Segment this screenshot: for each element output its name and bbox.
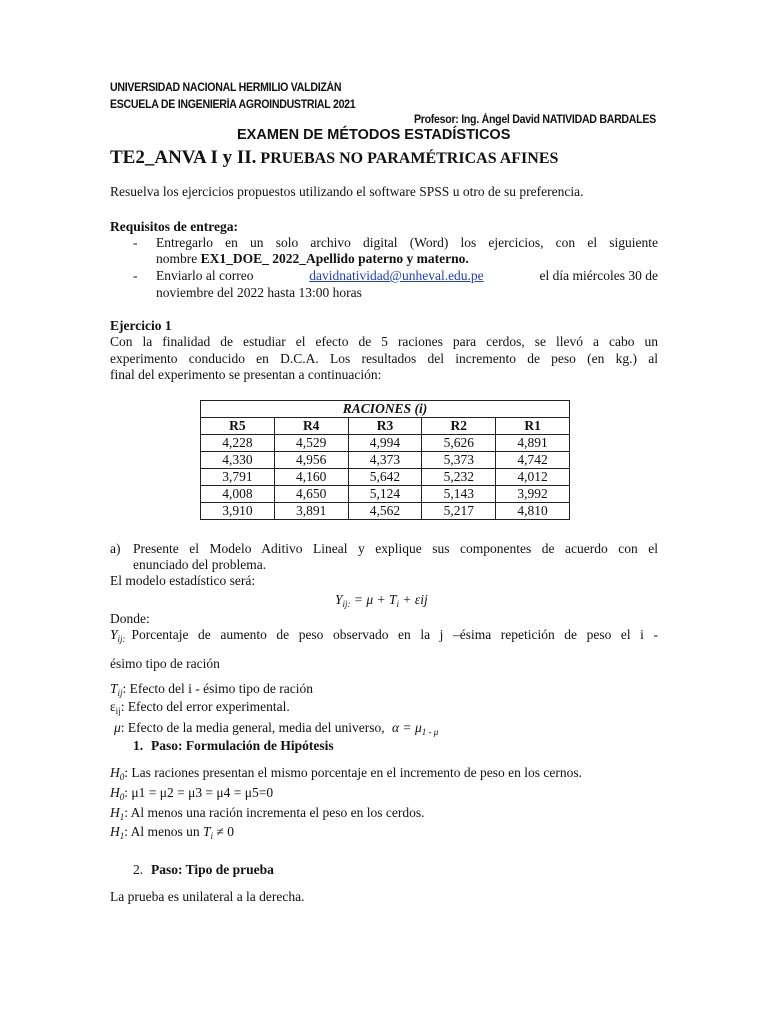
- table-cell: 3,992: [496, 486, 570, 503]
- table-cell: 3,791: [201, 469, 275, 486]
- t-subscript: i: [210, 831, 214, 841]
- hypothesis-h1-text: [110, 805, 425, 822]
- requirement-2-line1: [156, 268, 658, 284]
- epsilon-symbol: ε: [110, 699, 116, 714]
- requirement-2-line2: noviembre del 2022 hasta 13:00 horas: [156, 285, 362, 300]
- subtitle-topic: PRUEBAS NO PARAMÉTRICAS AFINES: [256, 150, 559, 167]
- requirement-1-line1: Entregarlo en un solo archivo digital (Word) los ejercicios, con el siguiente: [156, 235, 658, 250]
- table-cell: 4,160: [274, 469, 348, 486]
- y-subscript: ij:: [117, 634, 126, 644]
- definition-y-text-cont: ésimo tipo de ración: [110, 656, 220, 671]
- table-cell: 4,012: [496, 469, 570, 486]
- university-name: UNIVERSIDAD NACIONAL HERMILIO VALDIZÁN: [110, 82, 342, 94]
- table-row: [201, 435, 570, 452]
- table-row: [201, 486, 570, 503]
- table-cell: 5,373: [422, 452, 496, 469]
- email-link[interactable]: davidnatividad@unheval.edu.pe: [309, 268, 484, 283]
- table-cell: 4,330: [201, 452, 275, 469]
- epsilon-subscript: ij: [115, 706, 121, 716]
- exam-title: EXAMEN DE MÉTODOS ESTADÍSTICOS: [237, 127, 511, 143]
- table-row: [201, 469, 570, 486]
- hypothesis-h0-math: [110, 785, 273, 802]
- table-cell: 4,810: [496, 503, 570, 520]
- definition-t-text: : Efecto del i - ésimo tipo de ración: [122, 681, 313, 696]
- equation-middle: = μ + T: [350, 592, 397, 607]
- table-cell: 5,626: [422, 435, 496, 452]
- table-cell: 3,910: [201, 503, 275, 520]
- hypothesis-h0-text: [110, 765, 582, 782]
- definition-t: [110, 681, 313, 698]
- subtitle-code: TE2_ANVA I y II.: [110, 147, 257, 168]
- t-symbol: T: [203, 824, 211, 839]
- conclusion-text: La prueba es unilateral a la derecha.: [110, 889, 305, 904]
- table-cell: 5,217: [422, 503, 496, 520]
- bullet-dash: -: [133, 235, 138, 250]
- exercise-1-line3: final del experimento se presentan a continuación:: [110, 367, 382, 382]
- hypothesis-subscript: 0: [119, 792, 125, 802]
- step-2-title: Paso: Tipo de prueba: [151, 862, 274, 877]
- table-cell: 4,742: [496, 452, 570, 469]
- alpha-subscript: 1 - μ: [421, 727, 439, 737]
- table-title: RACIONES (i): [201, 401, 570, 418]
- table-cell: 5,642: [348, 469, 422, 486]
- step-2-heading: [133, 862, 274, 878]
- intro-text: Resuelva los ejercicios propuestos utilizando el software SPSS u otro de su preferencia.: [110, 184, 584, 199]
- t-subscript: ij: [117, 688, 123, 698]
- requirement-1-prefix: nombre: [156, 251, 201, 266]
- hypothesis-subscript: 0: [119, 772, 125, 782]
- table-cell: 3,891: [274, 503, 348, 520]
- hypothesis-symbol: H: [110, 805, 120, 820]
- y-symbol: Y: [335, 592, 343, 607]
- exercise-1-line1: Con la finalidad de estudiar el efecto de 5 raciones para cerdos, se llevó a cabo un: [110, 334, 658, 349]
- table-cell: 4,994: [348, 435, 422, 452]
- table-cell: 4,373: [348, 452, 422, 469]
- t-subscript: i: [396, 599, 400, 609]
- table-cell: 5,124: [348, 486, 422, 503]
- column-header: R5: [201, 418, 275, 435]
- not-equal-zero: ≠ 0: [213, 824, 234, 839]
- table-header-row: [201, 418, 570, 435]
- step-1-heading: [133, 738, 334, 754]
- definition-mu-text: : Efecto de la media general, media del universo,: [120, 720, 385, 735]
- table-row: [201, 503, 570, 520]
- hypothesis-symbol: H: [110, 765, 120, 780]
- question-a-line2: enunciado del problema.: [133, 557, 267, 572]
- model-equation: [335, 592, 428, 609]
- donde-label: Donde:: [110, 611, 150, 626]
- question-a-label: a): [110, 541, 121, 556]
- hypothesis-text: : Las raciones presentan el mismo porcentaje en el incremento de peso en los cernos.: [124, 765, 582, 780]
- question-a-line1: Presente el Modelo Aditivo Lineal y explique sus componentes de acuerdo con el: [133, 541, 658, 556]
- bullet-dash: -: [133, 268, 138, 283]
- hypothesis-text: : Al menos una ración incrementa el peso en los cerdos.: [124, 805, 425, 820]
- requirement-2-prefix: Enviarlo al correo: [156, 268, 254, 283]
- table-title-row: [201, 401, 570, 418]
- equation-end: + εij: [399, 592, 428, 607]
- step-1-title: Paso: Formulación de Hipótesis: [151, 738, 334, 753]
- column-header: R4: [274, 418, 348, 435]
- table-cell: 4,008: [201, 486, 275, 503]
- column-header: R2: [422, 418, 496, 435]
- hypothesis-symbol: H: [110, 785, 120, 800]
- hypothesis-text: : μ1 = μ2 = μ3 = μ4 = μ5=0: [124, 785, 274, 800]
- document-subtitle: [110, 147, 558, 169]
- hypothesis-symbol: H: [110, 824, 120, 839]
- exercise-1-line2: experimento conducido en D.C.A. Los resultados del incremento de peso (en kg.) al: [110, 351, 658, 366]
- step-2-number: 2.: [133, 862, 144, 877]
- definition-y-text: Porcentaje de aumento de peso observado en la j –ésima repetición de peso el i -: [131, 627, 658, 642]
- professor-name: Profesor: Ing. Ángel David NATIVIDAD BARDALES: [414, 114, 656, 126]
- table-cell: 5,143: [422, 486, 496, 503]
- file-name-format: EX1_DOE_ 2022_Apellido paterno y materno.: [200, 251, 469, 266]
- t-symbol: T: [110, 681, 118, 696]
- rations-table: [200, 400, 570, 520]
- definition-e: [110, 699, 290, 716]
- definition-e-text: : Efecto del error experimental.: [120, 699, 290, 714]
- y-symbol: Y: [110, 627, 118, 642]
- hypothesis-h1-math: [110, 824, 234, 841]
- column-header: R1: [496, 418, 570, 435]
- hypothesis-subscript: 1: [119, 812, 125, 822]
- step-1-number: 1.: [133, 738, 144, 753]
- table-cell: 5,232: [422, 469, 496, 486]
- table-cell: 4,228: [201, 435, 275, 452]
- column-header: R3: [348, 418, 422, 435]
- requirements-heading: Requisitos de entrega:: [110, 219, 238, 234]
- exercise-1-heading: Ejercicio 1: [110, 318, 172, 333]
- alpha-expression: α = μ: [392, 720, 422, 735]
- table-row: [201, 452, 570, 469]
- table-cell: 4,956: [274, 452, 348, 469]
- table-cell: 4,562: [348, 503, 422, 520]
- y-subscript: ij:: [342, 599, 351, 609]
- requirement-2-suffix: el día miércoles 30 de: [539, 268, 658, 283]
- model-intro: El modelo estadístico será:: [110, 573, 256, 588]
- table-cell: 4,529: [274, 435, 348, 452]
- table-cell: 4,650: [274, 486, 348, 503]
- mu-symbol: μ: [114, 720, 121, 735]
- hypothesis-text: : Al menos un: [124, 824, 200, 839]
- definition-mu: [114, 720, 438, 737]
- school-name: ESCUELA DE INGENIERÍA AGROINDUSTRIAL 2021: [110, 99, 356, 111]
- table-cell: 4,891: [496, 435, 570, 452]
- requirement-1-line2: [156, 251, 469, 267]
- definition-y: [110, 627, 658, 644]
- hypothesis-subscript: 1: [119, 831, 125, 841]
